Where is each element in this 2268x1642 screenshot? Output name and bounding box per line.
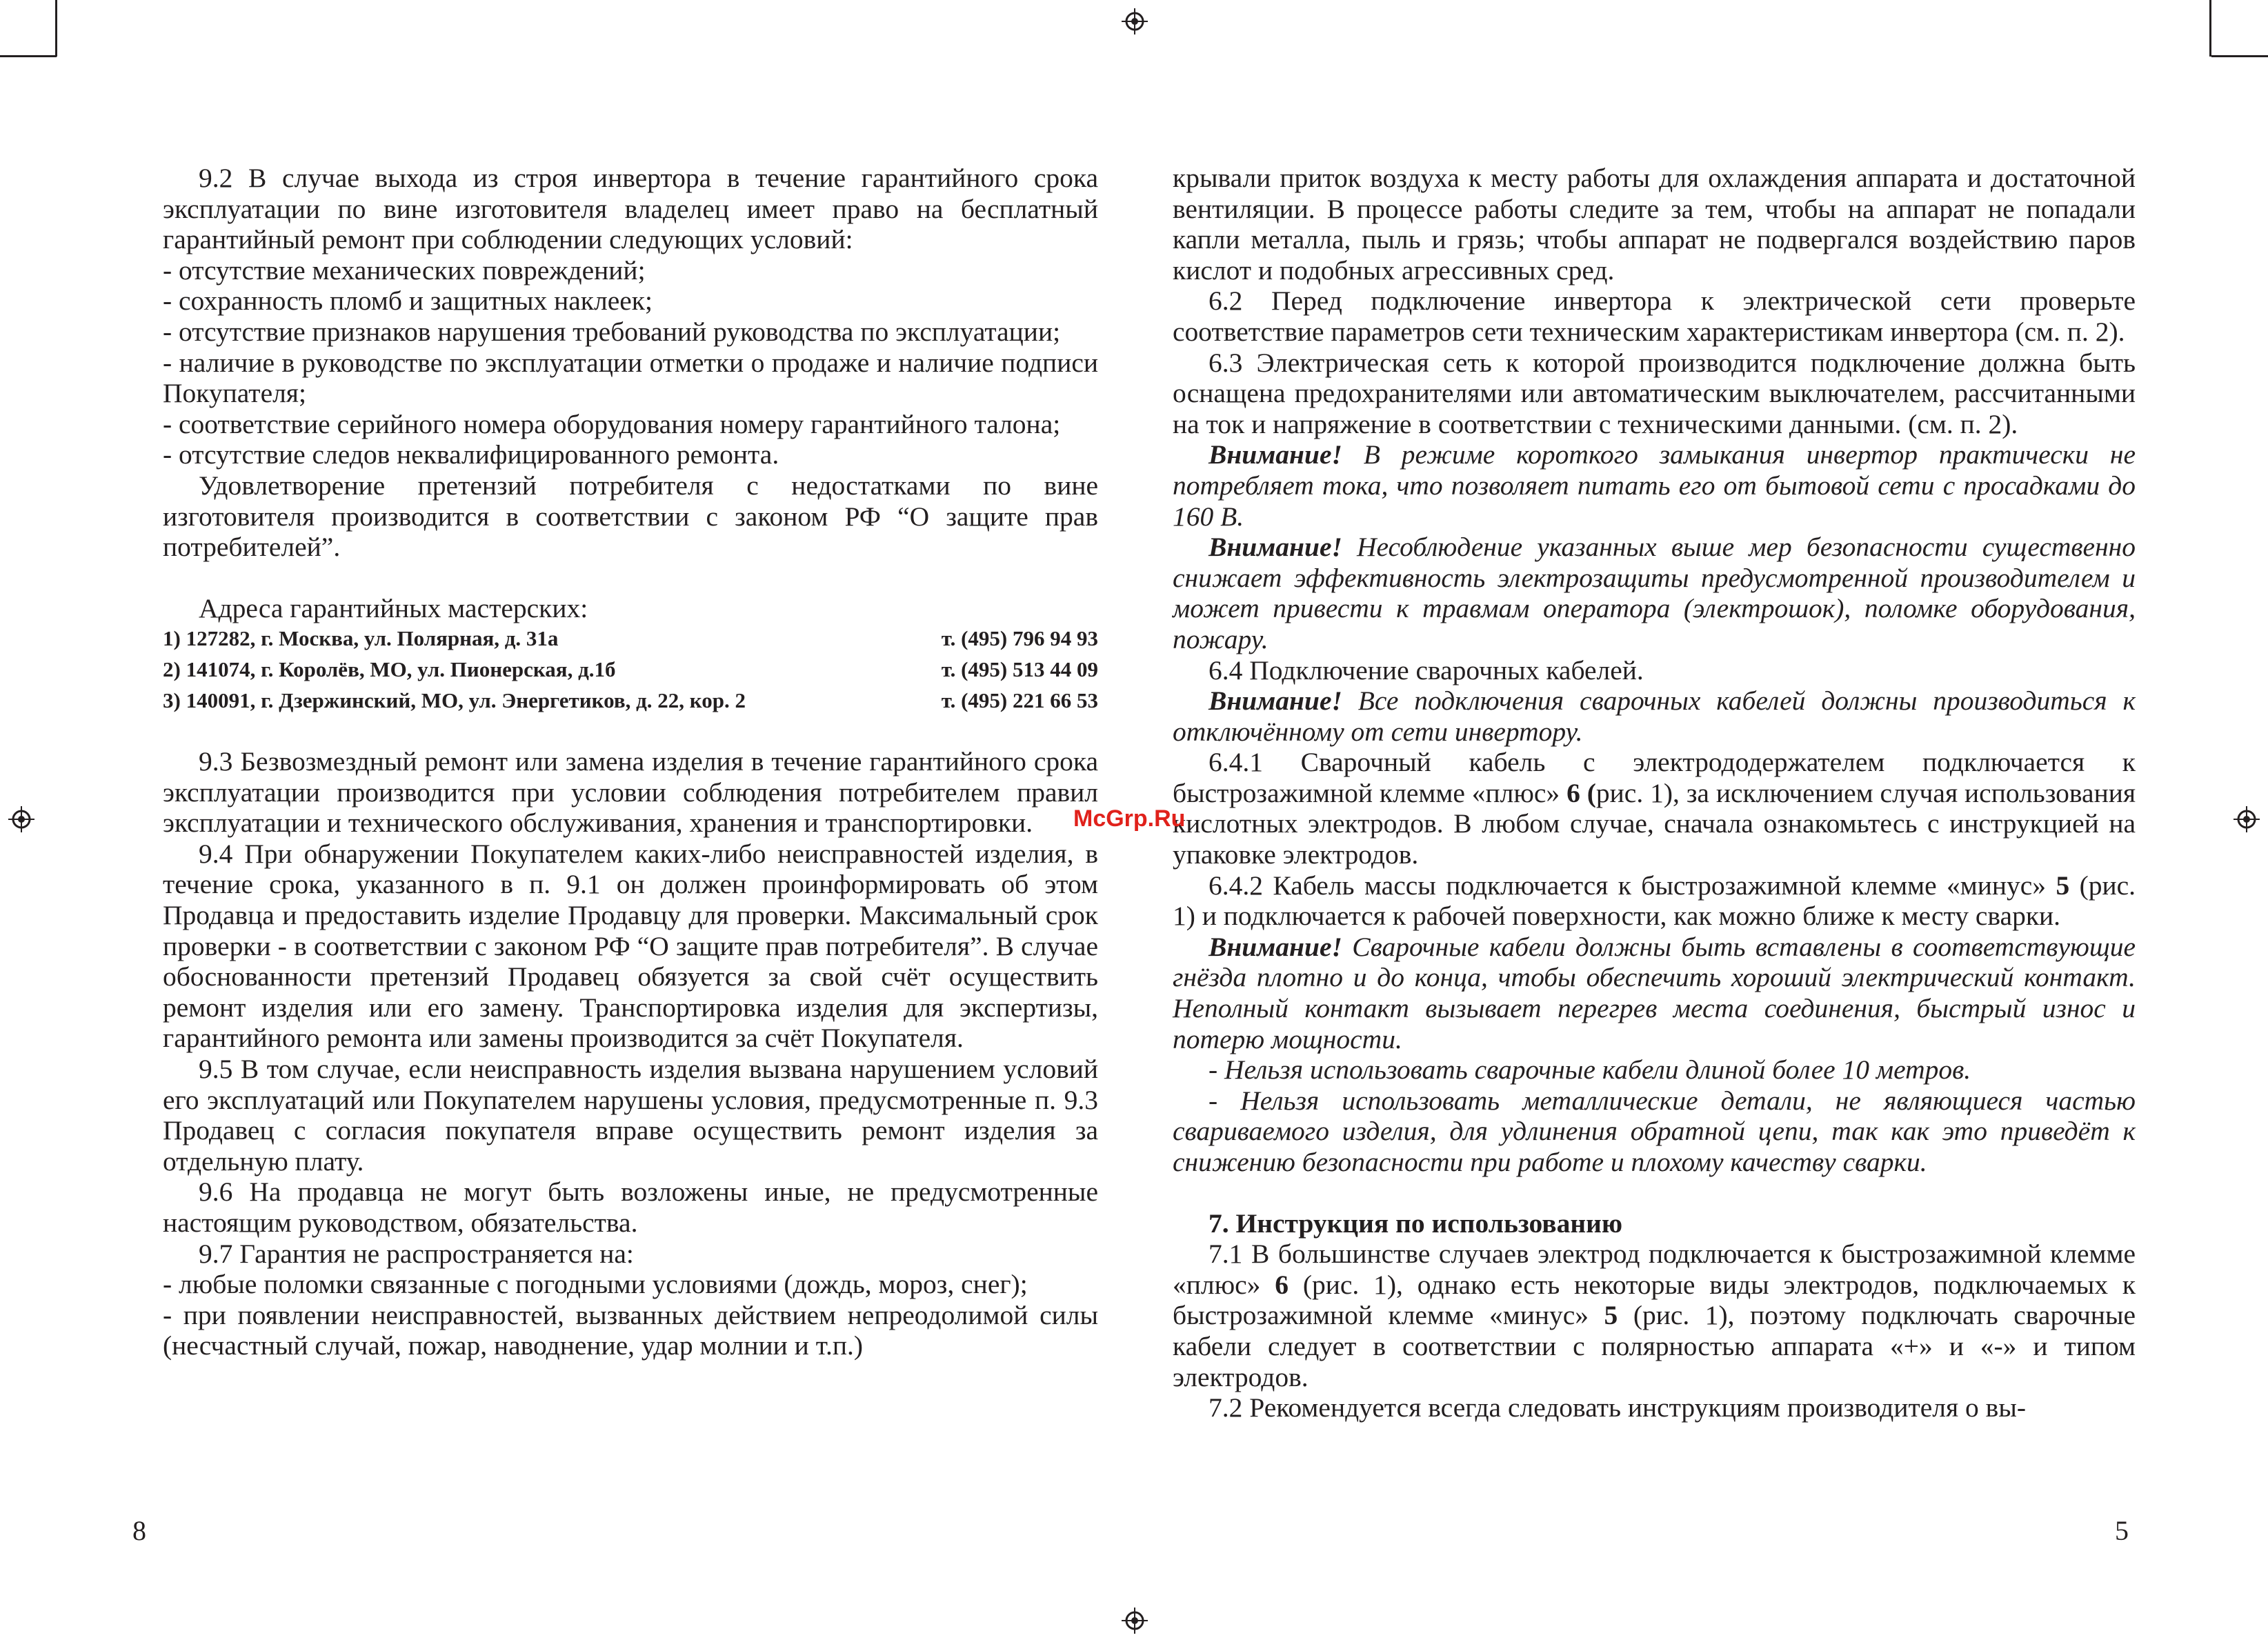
- note-1: - Нельзя использовать сварочные кабели длиной более 10 метров.: [1208, 1054, 1971, 1085]
- list-item: - при появлении неисправностей, вызванных действием непреодолимой силы (несчастный случай, пожар, наводнение, удар молнии и т.п.): [163, 1299, 1098, 1361]
- warning-label: Внимание!: [1208, 685, 1342, 717]
- list-item: - соответствие серийного номера оборудования номеру гарантийного талона;: [163, 408, 1061, 439]
- section-9-2-intro: 9.2 В случае выхода из строя инвертора в течение гарантийного срока эксплуатации по вине изготовителя владелец имеет право на бесплатный гарантийный ремонт при соблюдении следующих условий:: [163, 163, 1098, 255]
- addresses-list: [163, 623, 1098, 716]
- address-row: [163, 685, 1098, 717]
- section-7-heading: 7. Инструкция по использованию: [1208, 1208, 1623, 1239]
- warning-text: В режиме короткого замыкания инвертор практически не потребляет тока, что позволяет питать его от бытовой сети с просадками до 160 В.: [1173, 439, 2136, 532]
- addresses-title: Адреса гарантийных мастерских:: [199, 592, 588, 623]
- claims-paragraph: Удовлетворение претензий потребителя с недостатками по вине изготовителя производится в соответствии с законом РФ “О защите прав потребителей”.: [163, 470, 1098, 563]
- address-row: [163, 654, 1098, 685]
- section-7-1: 7.1 В большинстве случаев электрод подключается к быстрозажимной клемме «плюс» 6 (рис. 1), однако есть некоторые виды электродов, подключаемых к быстрозажимной клемме «минус» 5 (рис. 1), поэтому подключать сварочные кабели следует в соответствии с полярностью аппарата «+» и «-» и типом электродов.: [1173, 1239, 2136, 1392]
- list-item: - сохранность пломб и защитных наклеек;: [163, 286, 653, 317]
- list-item: - отсутствие механических повреждений;: [163, 254, 646, 286]
- page-number-left: 8: [132, 1515, 146, 1546]
- warning-1: [1173, 439, 2136, 532]
- warning-3: [1173, 685, 2136, 747]
- section-6-4: 6.4 Подключение сварочных кабелей.: [1208, 654, 1644, 685]
- crop-mark-top-left: [55, 0, 57, 57]
- address-text: 1) 127282, г. Москва, ул. Полярная, д. 31а: [163, 626, 559, 651]
- crop-mark-top-right-h: [2211, 55, 2268, 57]
- address-phone: т. (495) 796 94 93: [941, 626, 1098, 651]
- section-6-3: 6.3 Электрическая сеть к которой производится подключение должна быть оснащена предохранителями или автоматическим выключателем, рассчитанными на ток и напряжение в соответствии с техническими данными. (см. п. 2).: [1173, 347, 2136, 439]
- continuation-paragraph: крывали приток воздуха к месту работы для охлаждения аппарата и достаточной вентиляции. В процессе работы следите за тем, чтобы на аппарат не попадали капли металла, пыль и грязь; чтобы аппарат не подвергался воздействию паров кислот и подобных агрессивных сред.: [1173, 163, 2136, 286]
- warning-text: Несоблюдение указанных выше мер безопасности существенно снижает эффективность электрозащиты предусмотренной производителем и может привести к травмам оператора (электрошок), поломке оборудования, пожару.: [1173, 532, 2136, 654]
- list-item: - любые поломки связанные с погодными условиями (дождь, мороз, снег);: [163, 1269, 1028, 1300]
- section-9-5: 9.5 В том случае, если неисправность изделия вызвана нарушением условий его эксплуатаций или Покупателем нарушены условия, предусмотренные п. 9.3 Продавец с согласия покупателя вправе осуществить ремонт изделия за отдельную плату.: [163, 1054, 1098, 1177]
- section-7-2: 7.2 Рекомендуется всегда следовать инструкциям производителя о вы-: [1208, 1392, 2027, 1423]
- warning-label: Внимание!: [1208, 439, 1342, 470]
- section-9-6: 9.6 На продавца не могут быть возложены иные, не предусмотренные настоящим руководством, обязательства.: [163, 1177, 1098, 1238]
- page-number-right: 5: [2115, 1515, 2129, 1546]
- section-9-4: 9.4 При обнаружении Покупателем каких-либо неисправностей изделия, в течение срока, указанного в п. 9.1 он должен проинформировать об этом Продавца и предоставить изделие Продавцу для проверки. Максимальный срок проверки - в соответствии с законом РФ “О защите прав потребителя”. В случае обоснованности претензий Продавец обязуется за свой счёт осуществить ремонт изделия или его замену. Транспортировка изделия для экспертизы, гарантийного ремонта или замены производится за счёт Покупателя.: [163, 838, 1098, 1054]
- address-phone: т. (495) 221 66 53: [941, 688, 1098, 712]
- left-page-text: [163, 163, 1098, 1361]
- warning-label: Внимание!: [1208, 532, 1342, 563]
- watermark: McGrp.Ru: [1073, 805, 1186, 832]
- crop-mark-top-left-h: [0, 55, 57, 57]
- crop-mark-top-right: [2209, 0, 2211, 57]
- registration-mark-icon: [1122, 1608, 1148, 1634]
- section-6-2: 6.2 Перед подключение инвертора к электрической сети проверьте соответствие параметров сети техническим характеристикам инвертора (см. п. 2).: [1173, 286, 2136, 347]
- address-text: 3) 140091, г. Дзержинский, МО, ул. Энергетиков, д. 22, кор. 2: [163, 688, 746, 712]
- registration-mark-icon: [8, 806, 34, 832]
- section-6-4-1: 6.4.1 Сварочный кабель с электрододержателем подключается к быстрозажимной клемме «плюс» 6 (рис. 1), за исключением случая использования кислотных электродов. В любом случае, сначала ознакомьтесь с инструкцией на упаковке электродов.: [1173, 747, 2136, 870]
- registration-mark-icon: [1122, 8, 1148, 34]
- warning-text: Все подключения сварочных кабелей должны производиться к отключённому от сети инвертору.: [1173, 685, 2136, 747]
- address-row: [163, 623, 1098, 654]
- warning-4: [1173, 932, 2136, 1054]
- right-page-text: [1173, 163, 2136, 1423]
- warning-label: Внимание!: [1208, 931, 1342, 962]
- address-phone: т. (495) 513 44 09: [941, 657, 1098, 681]
- list-item: - отсутствие следов неквалифицированного ремонта.: [163, 439, 779, 470]
- section-6-4-2: 6.4.2 Кабель массы подключается к быстрозажимной клемме «минус» 5 (рис. 1) и подключается к рабочей поверхности, как можно ближе к месту сварки.: [1173, 870, 2136, 932]
- registration-mark-icon: [2234, 806, 2260, 832]
- list-item: - наличие в руководстве по эксплуатации отметки о продаже и наличие подписи Покупателя;: [163, 347, 1098, 409]
- section-9-7-intro: 9.7 Гарантия не распространяется на:: [199, 1238, 634, 1269]
- address-text: 2) 141074, г. Королёв, МО, ул. Пионерская, д.1б: [163, 657, 616, 681]
- section-9-3: 9.3 Безвозмездный ремонт или замена изделия в течение гарантийного срока эксплуатации производится при условии соблюдения потребителем правил эксплуатации и технического обслуживания, хранения и транспортировки.: [163, 746, 1098, 839]
- warning-2: [1173, 532, 2136, 654]
- list-item: - отсутствие признаков нарушения требований руководства по эксплуатации;: [163, 316, 1061, 347]
- note-2: - Нельзя использовать металлические детали, не являющиеся частью свариваемого изделия, для удлинения обратной цепи, так как это приведёт к снижению безопасности при работе и плохому качеству сварки.: [1173, 1085, 2136, 1177]
- warning-text: Сварочные кабели должны быть вставлены в соответствующие гнёзда плотно и до конца, чтобы обеспечить хороший электрический контакт. Неполный контакт вызывает перегрев места соединения, быстрый износ и потерю мощности.: [1173, 931, 2136, 1054]
